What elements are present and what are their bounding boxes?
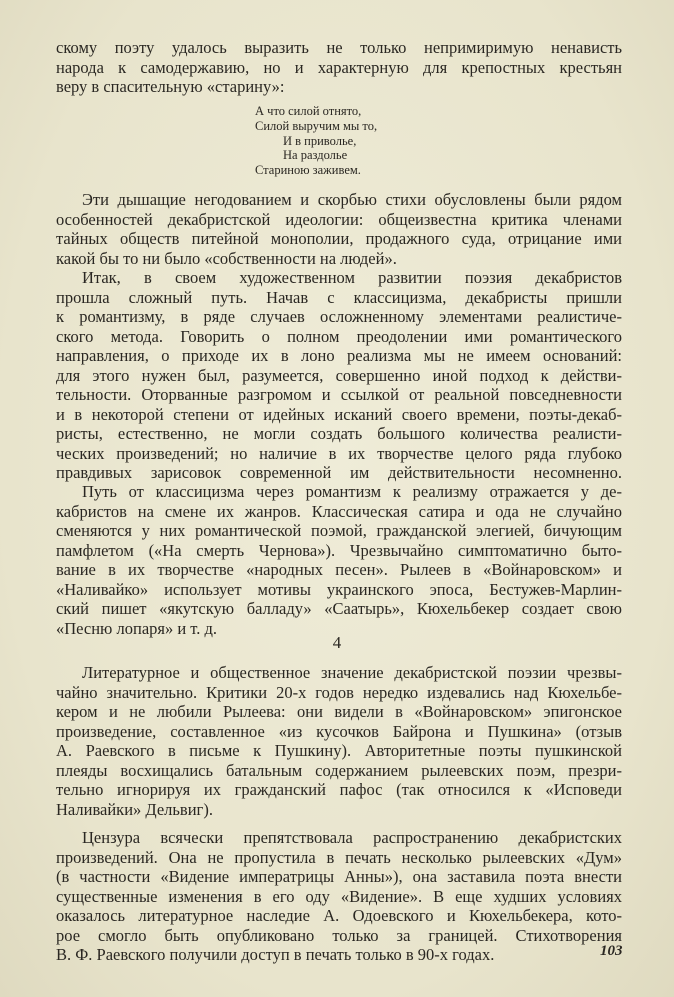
text-line: чайно значительно. Критики 20-х годов нередко издевались над Кюхельбе- xyxy=(56,682,622,702)
text-line: народа к самодержавию, но и характерную для крепостных крестьян xyxy=(56,57,622,77)
text-line: особенностей декабристской идеологии: общеизвестна критика членами xyxy=(56,209,622,229)
text-line: кером и не любили Рылеева: они видели в «Войнаровском» эпигонское xyxy=(56,702,622,721)
poem-line: А что силой отнято, xyxy=(255,104,362,118)
text-line: «Наливайко» использует мотивы украинского эпоса, Бестужев-Марлин- xyxy=(56,579,622,599)
text-line: памфлетом («На смерть Чернова»). Чрезвычайно симптоматично быто- xyxy=(56,540,622,560)
paragraph-1 xyxy=(56,38,622,97)
text-line: Литературное и общественное значение декабристской поэзии чрезвы- xyxy=(82,663,622,682)
text-line: тайных обществ питейной монополии, продажного суда, отрицание ими xyxy=(56,229,622,248)
text-line: к романтизму, в ряде случаев осложненному элементами реалистиче- xyxy=(56,307,622,326)
text-line: плеяды восхищались батальным содержанием рылеевских поэм, презри- xyxy=(56,760,622,780)
paragraph-6 xyxy=(56,828,622,965)
paragraph-5 xyxy=(56,663,622,819)
text-line: ский пишет «якутскую балладу» «Саатырь», Кюхельбекер создает свою xyxy=(56,599,622,618)
text-line: скому поэту удалось выразить не только непримиримую ненависть xyxy=(56,38,622,57)
section-heading: 4 xyxy=(332,633,342,652)
text-line: оказалось литературное наследие А. Одоевского и Кюхельбекера, кото- xyxy=(56,906,622,925)
paragraph-4 xyxy=(56,482,622,638)
text-line: правдивых зарисовок современной им действительности несомненно. xyxy=(56,463,622,482)
text-line: для этого нужен был, разумеется, совершенно иной подход к действи- xyxy=(56,365,622,385)
text-line: Цензура всячески препятствовала распространению декабристских xyxy=(82,828,622,847)
text-line: существенные изменения в его оду «Видение». В еще худших условиях xyxy=(56,886,622,906)
text-line: какой бы то ни было «собственности на людей». xyxy=(56,248,397,268)
poem-line: На раздолье xyxy=(283,148,348,163)
poem-line: Силой выручим мы то, xyxy=(255,118,378,133)
text-line: (в частности «Видение императрицы Анны»), она заставила поэта внести xyxy=(56,867,622,886)
text-line: Итак, в своем художественном развитии поэзия декабристов xyxy=(82,268,622,287)
text-line: произведение, составленное «из кусочков Байрона и Пушкина» (отзыв xyxy=(56,721,622,741)
text-line: ристы, естественно, не могли создать большого количества реалисти- xyxy=(56,424,622,443)
text-line: и в некоторой степени от идейных исканий своего времени, поэты-декаб- xyxy=(56,404,622,424)
text-line: прошла сложный путь. Начав с классицизма, декабристы пришли xyxy=(56,287,622,307)
paragraph-3 xyxy=(56,268,622,483)
text-line: Путь от классицизма через романтизм к реализму отражается у де- xyxy=(82,482,622,501)
poem-line: Стариною заживем. xyxy=(255,163,361,178)
text-line: ческих произведений; но наличие в их творчестве целого ряда глубоко xyxy=(56,443,622,463)
text-line: направления, о приходе их в лоно реализма мы не имеем оснований: xyxy=(56,346,622,365)
text-line: Эти дышащие негодованием и скорбью стихи обусловлены были рядом xyxy=(82,190,622,209)
text-line: ского метода. Говорить о полном преодолении ими романтического xyxy=(56,326,622,346)
paragraph-2 xyxy=(56,190,622,268)
text-line: тельно игнорируя их гражданский пафос (так относился к «Исповеди xyxy=(56,780,622,799)
text-line: веру в спасительную «старину»: xyxy=(56,77,285,96)
text-line: вание в их творчестве «народных песен». Рылеев в «Войнаровском» и xyxy=(56,560,622,579)
text-line: кабристов на смене их жанров. Классическая сатира и ода не случайно xyxy=(56,501,622,521)
text-line: А. Раевского в письме к Пушкину). Авторитетные поэты пушкинской xyxy=(56,741,622,760)
poem-line: И в привольe, xyxy=(283,133,357,148)
text-line: «Песню лопаря» и т. д. xyxy=(56,618,218,638)
poem-quote xyxy=(255,104,455,178)
text-line: Наливайки» Дельвиг). xyxy=(56,799,213,819)
text-line: В. Ф. Раевского получили доступ в печать только в 90-х годах. xyxy=(56,945,495,964)
text-line: тельности. Оторванные разгромом и ссылкой от реальной повседневности xyxy=(56,385,622,404)
text-line: произведений. Она не пропустила в печать несколько рылеевских «Дум» xyxy=(56,847,622,867)
text-line: сменяются у них романтической поэмой, гражданской элегией, бичующим xyxy=(56,521,622,540)
page-number: 103 xyxy=(600,943,623,959)
text-line: рое смогло быть опубликовано только за границей. Стихотворения xyxy=(56,925,622,945)
